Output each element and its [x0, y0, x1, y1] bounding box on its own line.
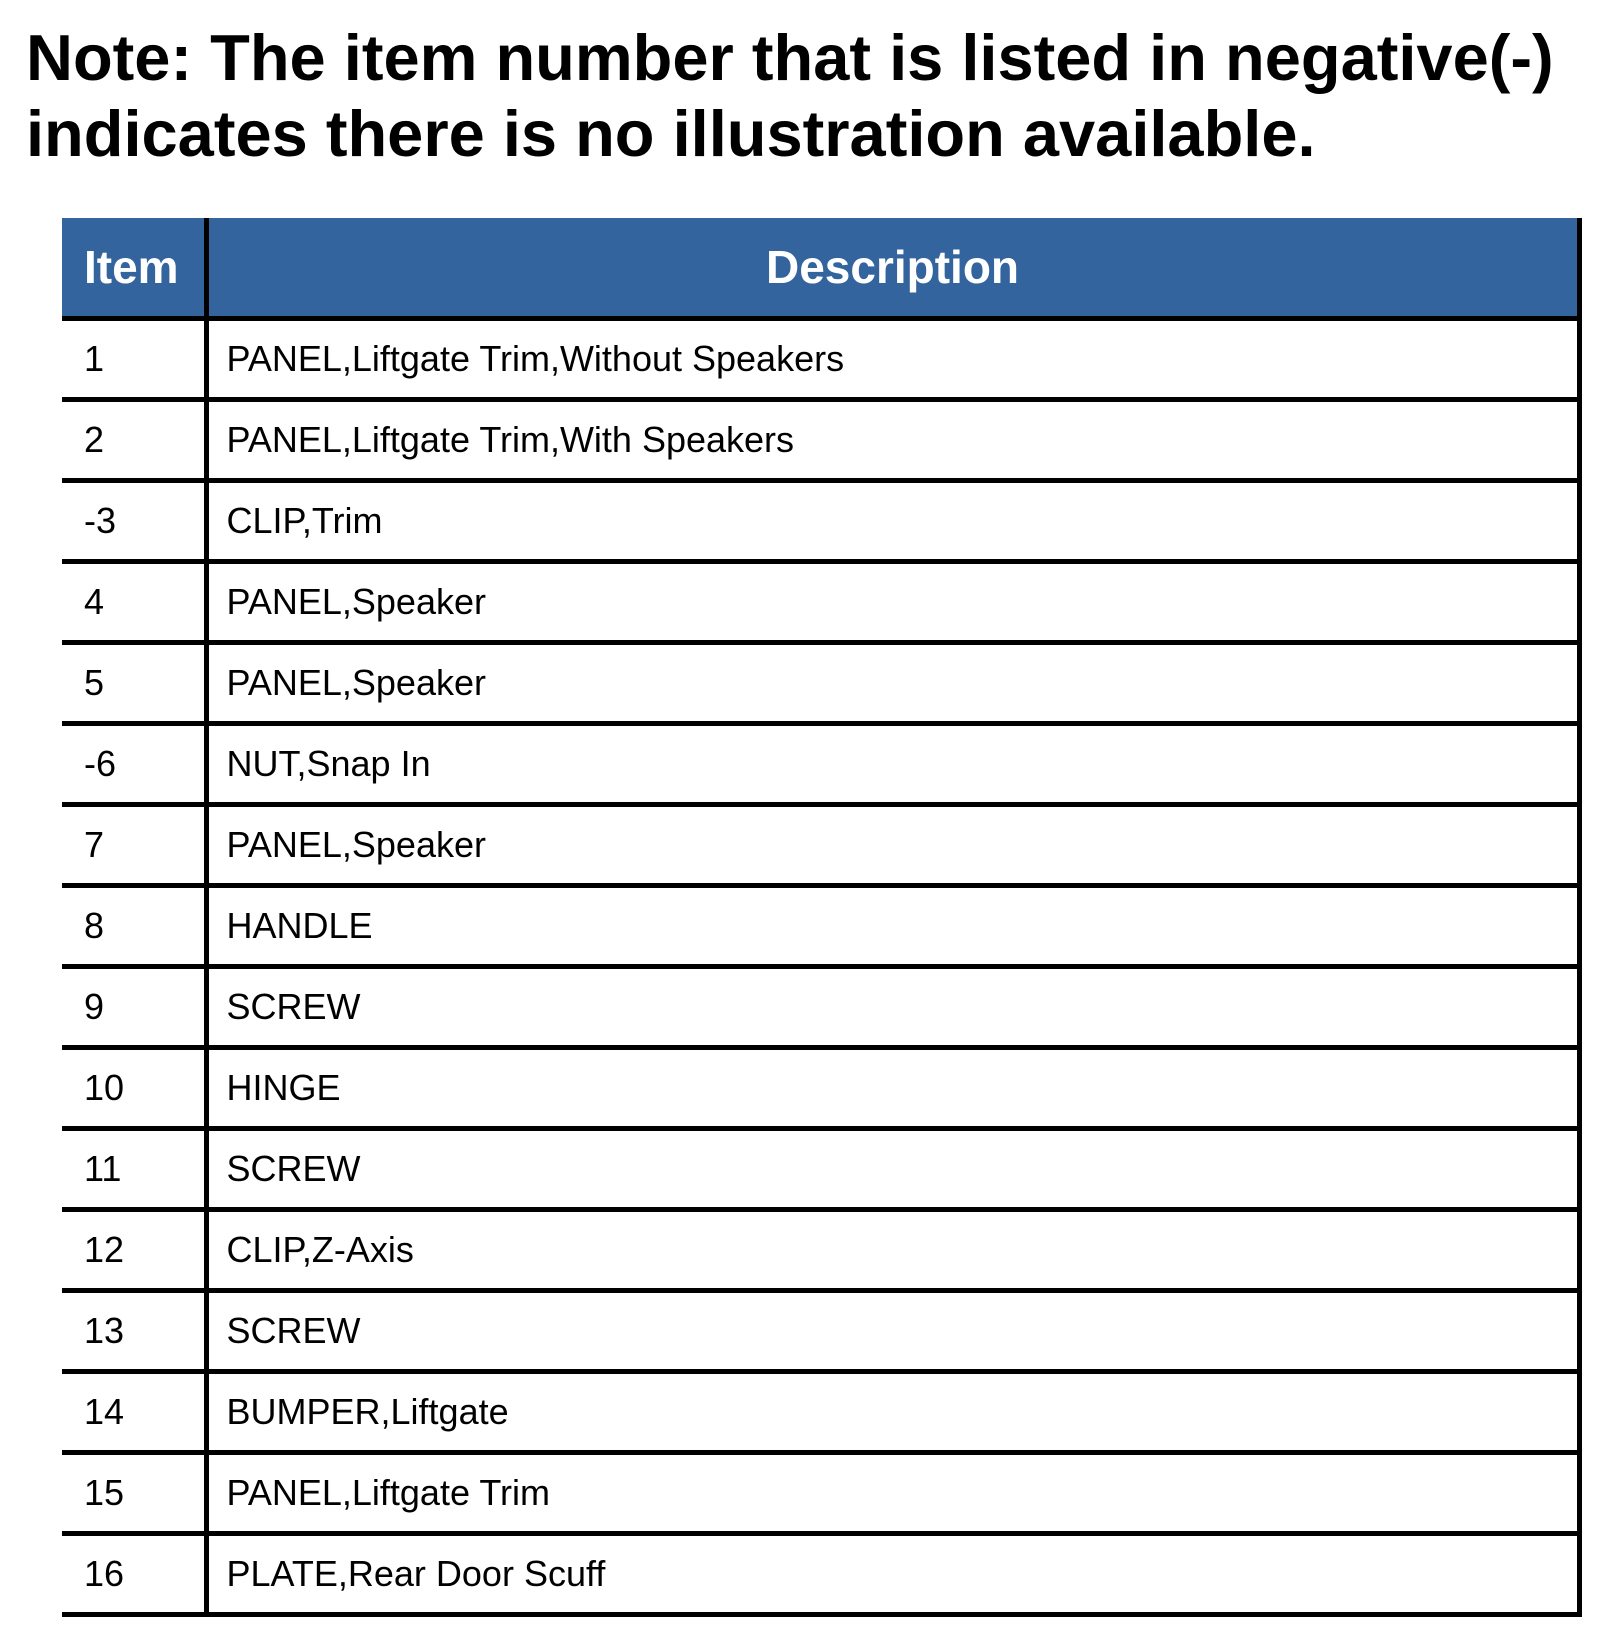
description-cell: PANEL,Speaker — [206, 643, 1579, 724]
table-row — [62, 1291, 1579, 1372]
item-number-cell: 1 — [62, 319, 206, 400]
description-cell: NUT,Snap In — [206, 724, 1579, 805]
note-line-2: indicates there is no illustration available. — [26, 97, 1316, 170]
item-number-cell: 7 — [62, 805, 206, 886]
parts-table-body — [62, 319, 1579, 1615]
description-cell: SCREW — [206, 967, 1579, 1048]
item-number-cell: 5 — [62, 643, 206, 724]
column-header-description: Description — [206, 218, 1579, 319]
item-number-cell: 9 — [62, 967, 206, 1048]
note-line-1: Note: The item number that is listed in negative(-) — [26, 21, 1554, 94]
item-number-cell: 13 — [62, 1291, 206, 1372]
table-row — [62, 1372, 1579, 1453]
description-cell: HANDLE — [206, 886, 1579, 967]
description-cell: PANEL,Liftgate Trim — [206, 1453, 1579, 1534]
item-number-cell: 16 — [62, 1534, 206, 1615]
table-row — [62, 1210, 1579, 1291]
column-header-item: Item — [62, 218, 206, 319]
table-row — [62, 562, 1579, 643]
item-number-cell: 10 — [62, 1048, 206, 1129]
header-row — [62, 218, 1579, 319]
item-number-cell: 11 — [62, 1129, 206, 1210]
description-cell: CLIP,Z-Axis — [206, 1210, 1579, 1291]
item-number-cell: 15 — [62, 1453, 206, 1534]
item-number-cell: 12 — [62, 1210, 206, 1291]
table-row — [62, 967, 1579, 1048]
table-row — [62, 643, 1579, 724]
table-row — [62, 805, 1579, 886]
item-number-cell: 2 — [62, 400, 206, 481]
description-cell: PLATE,Rear Door Scuff — [206, 1534, 1579, 1615]
table-row — [62, 1048, 1579, 1129]
note-heading — [26, 20, 1586, 172]
description-cell: HINGE — [206, 1048, 1579, 1129]
table-row — [62, 724, 1579, 805]
table-row — [62, 481, 1579, 562]
description-cell: PANEL,Speaker — [206, 805, 1579, 886]
description-cell: PANEL,Liftgate Trim,Without Speakers — [206, 319, 1579, 400]
table-row — [62, 1534, 1579, 1615]
item-number-cell: 14 — [62, 1372, 206, 1453]
description-cell: PANEL,Liftgate Trim,With Speakers — [206, 400, 1579, 481]
parts-table — [62, 218, 1582, 1617]
table-row — [62, 886, 1579, 967]
description-cell: BUMPER,Liftgate — [206, 1372, 1579, 1453]
parts-table-header — [62, 218, 1579, 319]
table-row — [62, 400, 1579, 481]
description-cell: SCREW — [206, 1129, 1579, 1210]
item-number-cell: 8 — [62, 886, 206, 967]
item-number-cell: -3 — [62, 481, 206, 562]
description-cell: SCREW — [206, 1291, 1579, 1372]
item-number-cell: -6 — [62, 724, 206, 805]
table-row — [62, 319, 1579, 400]
table-row — [62, 1129, 1579, 1210]
description-cell: PANEL,Speaker — [206, 562, 1579, 643]
item-number-cell: 4 — [62, 562, 206, 643]
description-cell: CLIP,Trim — [206, 481, 1579, 562]
table-row — [62, 1453, 1579, 1534]
